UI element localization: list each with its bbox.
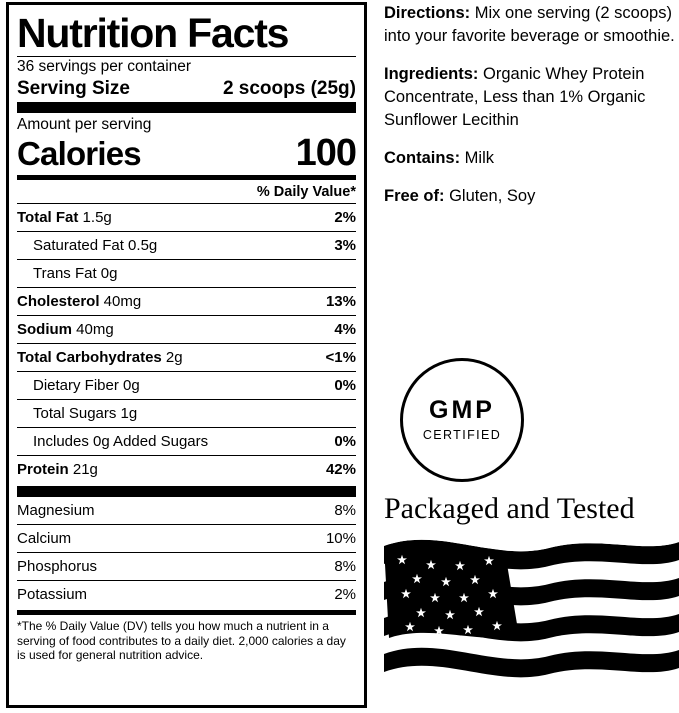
directions-block bbox=[384, 0, 679, 48]
free-of-heading: Free of: bbox=[384, 187, 445, 205]
nutrient-daily-value: 3% bbox=[334, 237, 356, 254]
micronutrient-row bbox=[17, 524, 356, 552]
nutrient-amount: 1g bbox=[116, 405, 138, 422]
nutrient-daily-value: 0% bbox=[334, 433, 356, 450]
nutrient-label bbox=[17, 377, 326, 395]
gmp-seal-wrap bbox=[400, 358, 524, 482]
contains-text: Milk bbox=[460, 149, 495, 167]
micronutrient-label: Magnesium bbox=[17, 502, 95, 519]
contains-block bbox=[384, 147, 679, 170]
nutrient-name: Cholesterol bbox=[17, 293, 100, 310]
nutrient-row bbox=[17, 343, 356, 371]
nutrient-amount: 0g bbox=[96, 265, 118, 282]
protein-label bbox=[17, 461, 98, 479]
micronutrient-daily-value: 8% bbox=[334, 558, 356, 575]
nutrient-row bbox=[17, 371, 356, 399]
free-of-block bbox=[384, 185, 679, 208]
divider-thick-bottom bbox=[17, 486, 356, 497]
directions-text: Mix one serving (2 scoops) into your favorite beverage or smoothie. bbox=[384, 4, 675, 45]
micronutrient-row bbox=[17, 552, 356, 580]
nutrient-amount: 0g bbox=[118, 377, 140, 394]
gmp-certified-seal-icon bbox=[400, 358, 524, 482]
protein-row bbox=[17, 455, 356, 483]
american-flag-icon bbox=[384, 532, 679, 702]
free-of-text: Gluten, Soy bbox=[444, 187, 536, 205]
nutrient-amount: 1.5g bbox=[78, 209, 112, 226]
serving-size-value: 2 scoops (25g) bbox=[222, 78, 356, 99]
contains-heading: Contains: bbox=[384, 149, 461, 167]
nutrient-label bbox=[17, 209, 326, 227]
amount-per-serving-label: Amount per serving bbox=[17, 116, 152, 133]
nutrient-daily-value: 2% bbox=[334, 209, 356, 226]
directions-paragraph bbox=[384, 2, 679, 48]
nutrient-name: Trans Fat bbox=[33, 265, 97, 282]
protein-name: Protein bbox=[17, 461, 69, 478]
daily-value-header: % Daily Value* bbox=[256, 184, 356, 200]
nutrient-name: Total Sugars bbox=[33, 405, 117, 422]
nutrient-amount: 0.5g bbox=[123, 237, 158, 254]
micronutrient-row bbox=[17, 497, 356, 524]
nutrient-label bbox=[17, 265, 348, 283]
ingredients-block bbox=[384, 63, 679, 132]
nutrient-name: Total Fat bbox=[17, 209, 79, 226]
nutrient-daily-value: 4% bbox=[334, 321, 356, 338]
nutrient-label bbox=[17, 293, 318, 311]
nutrient-rows bbox=[17, 203, 356, 455]
micronutrient-daily-value: 2% bbox=[334, 586, 356, 603]
supplement-info-column bbox=[384, 0, 679, 713]
nutrient-row bbox=[17, 399, 356, 427]
calories-label: Calories bbox=[17, 135, 141, 172]
micronutrient-row bbox=[17, 580, 356, 608]
nutrient-name: Sodium bbox=[17, 321, 72, 338]
protein-amount: 21g bbox=[72, 461, 98, 478]
ingredients-text: Organic Whey Protein Concentrate, Less than 1% Organic Sunflower Lecithin bbox=[384, 65, 646, 129]
nutrient-row bbox=[17, 231, 356, 259]
daily-value-footnote: *The % Daily Value (DV) tells you how much a nutrient in a serving of food contributes to a daily diet. 2,000 calories a day is used for general nutrition advice. bbox=[17, 610, 356, 663]
micronutrient-rows bbox=[17, 497, 356, 608]
nutrient-amount: 2g bbox=[161, 349, 183, 366]
micronutrient-daily-value: 10% bbox=[325, 530, 356, 547]
serving-size-label: Serving Size bbox=[17, 78, 130, 99]
nutrient-daily-value: 13% bbox=[325, 293, 356, 310]
servings-per-container: 36 servings per container bbox=[17, 58, 192, 75]
packaged-and-tested-text: Packaged and Tested bbox=[384, 492, 635, 525]
nutrient-name: Total Carbohydrates bbox=[17, 349, 162, 366]
nutrient-row bbox=[17, 259, 356, 287]
nutrient-amount: 40mg bbox=[99, 293, 142, 310]
gmp-main-text: GMP bbox=[429, 396, 495, 424]
free-of-paragraph bbox=[384, 185, 679, 208]
nutrient-amount: 40mg bbox=[72, 321, 114, 338]
nutrient-name: Saturated Fat bbox=[33, 237, 124, 254]
nutrient-label bbox=[17, 433, 326, 451]
micronutrient-label: Potassium bbox=[17, 586, 88, 603]
contains-paragraph bbox=[384, 147, 679, 170]
nutrient-daily-value: 0% bbox=[334, 377, 356, 394]
calories-value: 100 bbox=[295, 132, 356, 174]
nutrient-row bbox=[17, 287, 356, 315]
gmp-sub-text: CERTIFIED bbox=[422, 428, 502, 442]
nutrient-row bbox=[17, 427, 356, 455]
micronutrient-label: Phosphorus bbox=[17, 558, 98, 575]
nutrient-row bbox=[17, 315, 356, 343]
nutrient-label bbox=[17, 321, 326, 339]
ingredients-paragraph bbox=[384, 63, 679, 132]
nutrient-label bbox=[17, 349, 318, 367]
nutrition-facts-title: Nutrition Facts bbox=[17, 10, 289, 56]
ingredients-heading: Ingredients: bbox=[384, 65, 479, 83]
nutrient-name: Dietary Fiber bbox=[33, 377, 119, 394]
directions-heading: Directions: bbox=[384, 4, 471, 22]
calories-row bbox=[17, 134, 356, 175]
nutrition-facts-panel bbox=[6, 2, 367, 708]
divider-thick-top bbox=[17, 102, 356, 113]
protein-dv: 42% bbox=[325, 461, 356, 478]
nutrient-name: Includes 0g Added Sugars bbox=[33, 433, 209, 450]
nutrient-label bbox=[17, 405, 348, 423]
nutrient-label bbox=[17, 237, 326, 255]
serving-size-row bbox=[17, 77, 356, 102]
micronutrient-daily-value: 8% bbox=[334, 502, 356, 519]
nutrient-row bbox=[17, 203, 356, 231]
nutrient-daily-value: <1% bbox=[325, 349, 356, 366]
micronutrient-label: Calcium bbox=[17, 530, 72, 547]
